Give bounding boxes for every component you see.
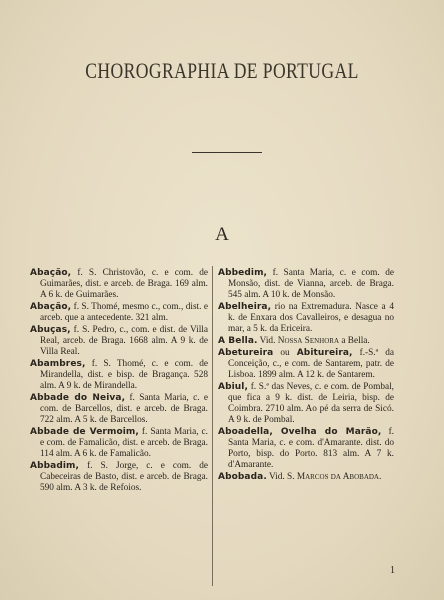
entry-headword: Abetureira xyxy=(218,348,274,359)
entry-headword: Abelheira, xyxy=(218,302,272,313)
right-column xyxy=(218,268,394,484)
entry-headword: Abobada. xyxy=(218,472,267,483)
entry-text: f. Santa Maria, c. e com. de Famalicão, dist. e arceb. de Braga. 114 alm. A 6 k. de Famalicão. xyxy=(40,427,208,459)
entry xyxy=(30,427,208,460)
entry-headword: Abação, xyxy=(30,268,72,278)
entry-text: f. S. Thomé, mesmo c., com., dist. e arceb. que a antecedente. 321 alm. xyxy=(40,302,208,323)
entry xyxy=(30,393,208,426)
entry-text: f. S.ª das Neves, c. e com. de Pombal, que fica a 9 k. dist. de Leiria, bisp. de Coimbra. 2710 alm. Ao pé da serra de Sicó. A 9 k. de Pombal. xyxy=(228,382,394,425)
entry xyxy=(218,302,394,335)
page-number: 1 xyxy=(390,565,395,576)
entry-text: f. S. Pedro, c., com. e dist. de Villa Real, arceb. de Braga. 1668 alm. A 9 k. de Villa Real. xyxy=(40,325,208,357)
entry-headword: Abbedim, xyxy=(218,268,268,278)
entry xyxy=(30,461,208,494)
entry-text: f. S. Christovão, c. e com. de Guimarães, dist. e arceb. de Braga. 169 alm. A 6 k. de Guimarães. xyxy=(40,268,208,300)
entry xyxy=(218,268,394,301)
entry-headword: Abambres, xyxy=(30,359,86,370)
entry-text: f. S. Thomé, c. e com. de Mirandella, dist. e bisp. de Bragança. 528 alm. A 9 k. de Mirandella. xyxy=(40,359,208,391)
entry-headword: Abiul, xyxy=(218,382,249,393)
entry-headword: A Bella. xyxy=(218,336,258,347)
entry xyxy=(218,382,394,426)
entry-headword: Abação, xyxy=(30,302,72,313)
entry-text: a Bella. xyxy=(339,336,370,347)
entry-headword: Abbade de Vermoim, xyxy=(30,427,139,438)
entry-headword: Abbade do Neiva, xyxy=(30,393,126,404)
entry xyxy=(218,427,394,471)
column-divider xyxy=(212,266,213,586)
entry xyxy=(30,359,208,392)
entry xyxy=(30,302,208,324)
entry-text: f. Santa Maria, c. e com. d'Amarante. dist. do Porto, bisp. do Porto. 813 alm. A 7 k. d'Amarante. xyxy=(228,427,394,470)
entry-reference: S. Marcos da Abobada. xyxy=(287,472,382,483)
entry-reference: Nossa Senhora xyxy=(277,336,340,347)
entry-headword: Abbadim, xyxy=(30,461,80,472)
entry-text: Vid. xyxy=(257,336,278,347)
entry-text: f. Santa Maria, c. e com. de Barcellos, dist. e arceb. de Braga. 722 alm. A 5 k. de Barcellos. xyxy=(40,393,209,425)
entry-text: ou xyxy=(273,348,297,359)
entry xyxy=(218,336,394,347)
entry-headword: Aboadella, Ovelha do Marão, xyxy=(218,427,382,438)
entry xyxy=(218,472,394,483)
entry xyxy=(30,268,208,301)
entry xyxy=(218,348,394,381)
left-column xyxy=(30,268,208,495)
section-letter: A xyxy=(215,224,229,245)
entry-text: f. Santa Maria, c. e com. de Monsão, dist. de Vianna, arceb. de Braga. 545 alm. A 10 k. de Monsão. xyxy=(228,268,394,300)
page-title: CHOROGRAPHIA DE PORTUGAL xyxy=(85,58,359,83)
entry xyxy=(30,325,208,358)
entry-text: f. S. Jorge, c. e com. de Cabeceiras de Basto, dist. e arceb. de Braga. 590 alm. A 3 k. de Refoios. xyxy=(40,461,208,493)
entry-headword: Abitureira, xyxy=(296,348,353,359)
entry-text: Vid. xyxy=(266,472,288,483)
entry-text: f.-S.ª da Conceição, c., e com. de Santarem, patr. de Lisboa. 1899 alm. A 12 k. de Santarem. xyxy=(228,348,394,381)
title-rule xyxy=(192,152,262,153)
entry-text: rio na Extremadura. Nasce a 4 k. de Enxara dos Cavalleiros, e desagua no mar, a 5 k. da Ericeira. xyxy=(228,302,394,334)
entry-headword: Abuças, xyxy=(30,325,71,336)
